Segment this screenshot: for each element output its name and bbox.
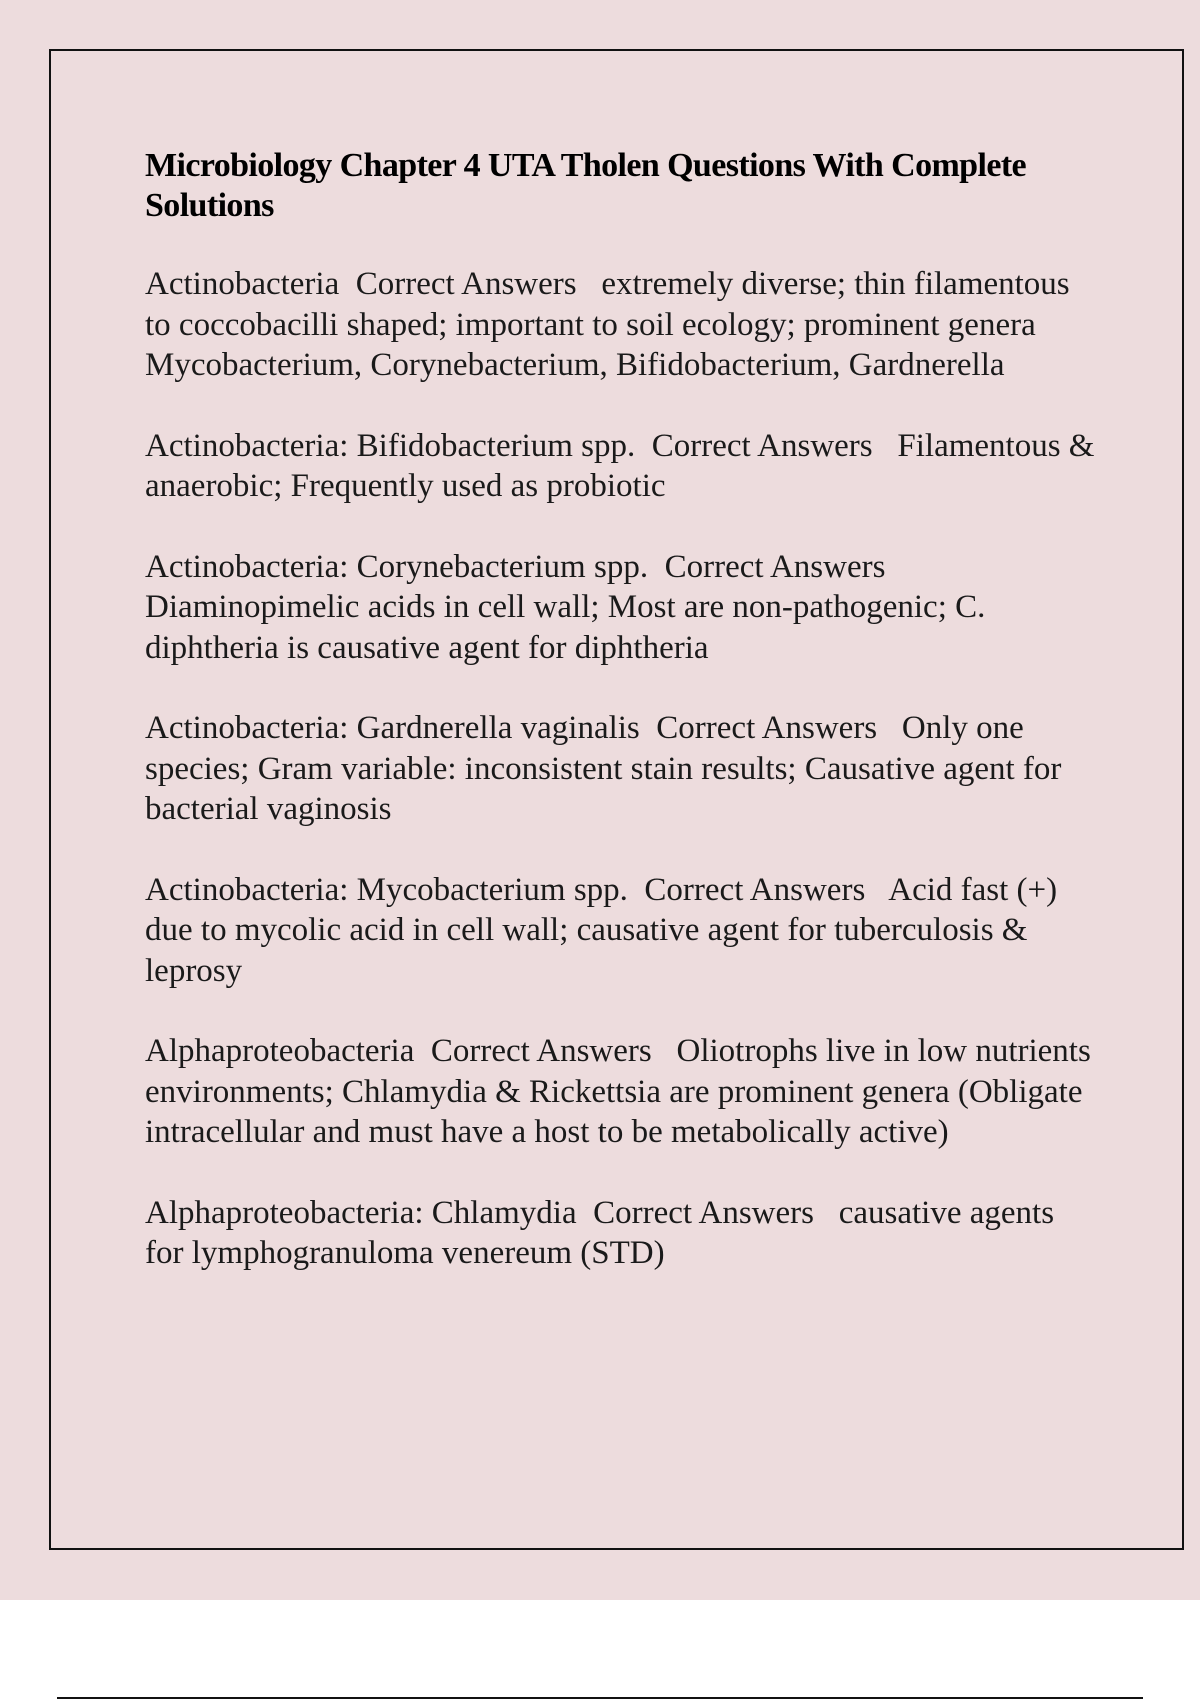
qa-item (145, 426, 1103, 507)
document-title: Microbiology Chapter 4 UTA Tholen Questions With Complete Solutions (145, 147, 1027, 224)
qa-item (145, 1193, 1095, 1274)
qa-item (145, 1031, 1100, 1153)
question-answer-list (145, 264, 1103, 1314)
qa-item (145, 264, 1095, 386)
qa-label: Correct Answers (651, 427, 873, 464)
qa-answer: Diaminopimelic acids in cell wall; Most are non-pathogenic; C. diphtheria is causative agent for diphtheria (145, 589, 994, 666)
qa-label: Correct Answers (593, 1194, 814, 1231)
qa-term: Alphaproteobacteria: Chlamydia (145, 1194, 577, 1231)
qa-label: Correct Answers (656, 710, 878, 746)
qa-item (145, 708, 1095, 830)
qa-term: Actinobacteria: Gardnerella vaginalis (145, 710, 640, 746)
qa-label: Correct Answers (430, 1033, 652, 1069)
qa-answer: Filamentous & anaerobic; Frequently used as probiotic (145, 427, 1103, 504)
qa-item (145, 870, 1095, 992)
qa-term: Actinobacteria (145, 266, 340, 302)
qa-term: Actinobacteria: Mycobacterium spp. (145, 871, 628, 908)
footer-divider (57, 1697, 1143, 1699)
qa-label: Correct Answers (664, 548, 886, 585)
qa-answer: causative agents for lymphogranuloma venereum (STD) (145, 1194, 1063, 1271)
qa-answer: extremely diverse; thin filamentous to coccobacilli shaped; important to soil ecology; prominent genera Mycobacterium, Corynebacterium, Bifidobacterium, Gardnerella (145, 266, 1078, 383)
qa-answer: Acid fast (+) due to mycolic acid in cell wall; causative agent for tuberculosis & leprosy (145, 871, 1066, 989)
qa-item (145, 547, 1095, 669)
qa-term: Actinobacteria: Bifidobacterium spp. (145, 427, 636, 464)
qa-label: Correct Answers (644, 871, 866, 908)
qa-label: Correct Answers (355, 266, 577, 302)
qa-term: Alphaproteobacteria (145, 1033, 415, 1069)
qa-answer: Only one species; Gram variable: inconsistent stain results; Causative agent for bacterial vaginosis (145, 710, 1070, 827)
qa-answer: Oliotrophs live in low nutrients environments; Chlamydia & Rickettsia are prominent genera (Obligate intracellular and must have a host to be metabolically active) (145, 1033, 1100, 1150)
qa-term: Actinobacteria: Corynebacterium spp. (145, 548, 649, 585)
